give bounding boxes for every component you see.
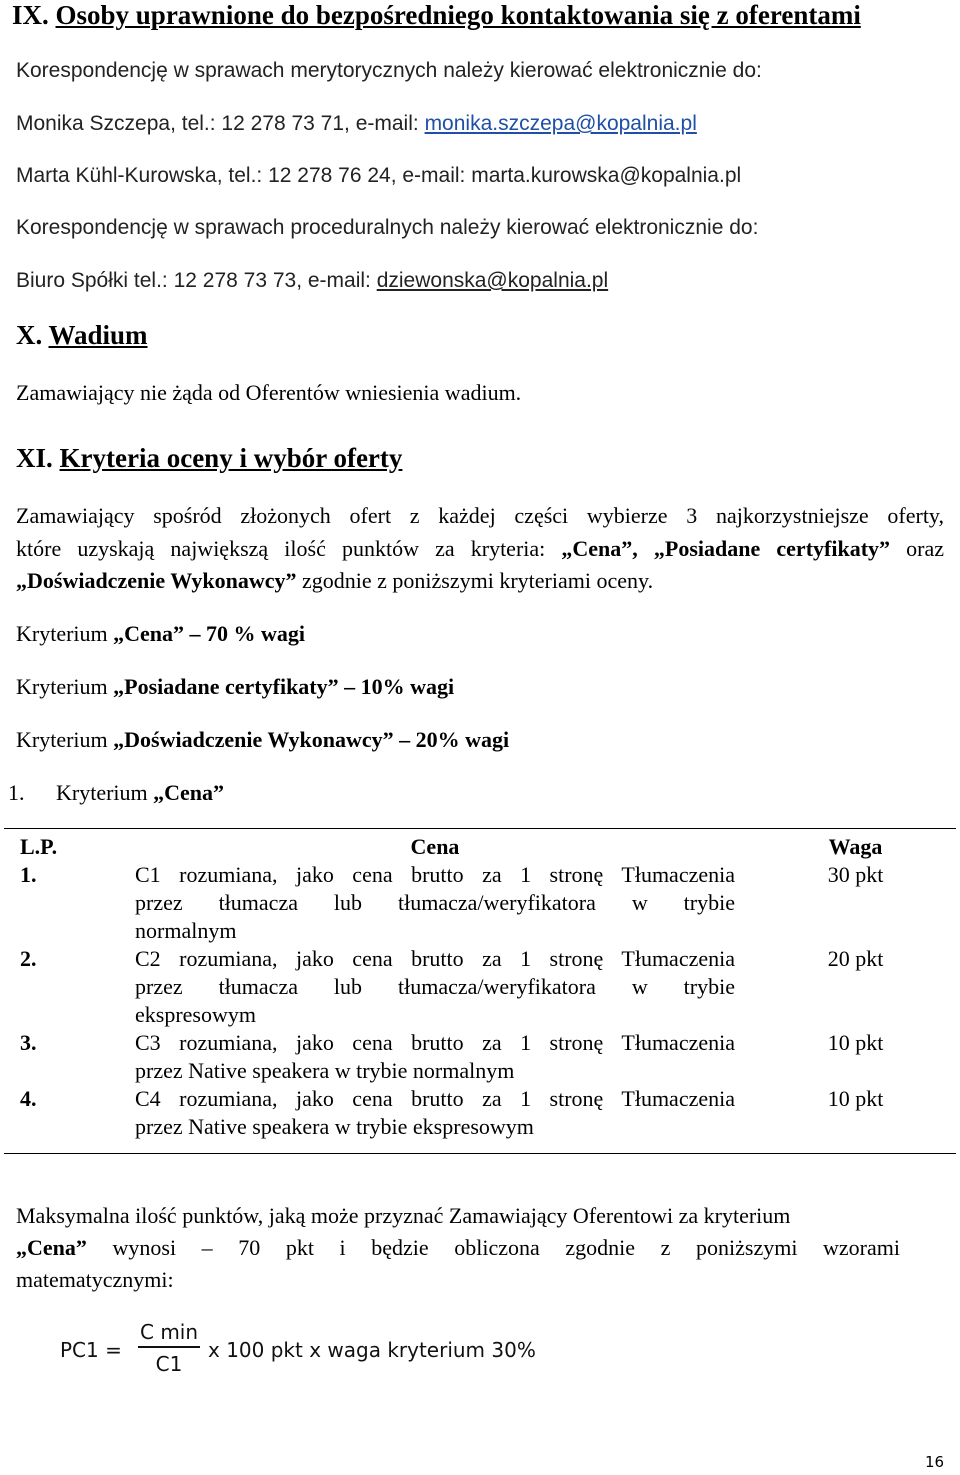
formula-numerator: C min [140, 1320, 199, 1344]
criterion-certyfikaty-label: „Posiadane certyfikaty” – 10% wagi [113, 674, 455, 699]
row-desc-line: ekspresowym [135, 1002, 256, 1027]
criterion-prefix: Kryterium [16, 674, 114, 699]
subsection-prefix: Kryterium [56, 780, 154, 805]
merit-intro: Korespondencję w sprawach merytorycznych należy kierować elektronicznie do: [16, 59, 762, 82]
section-x-heading [16, 320, 148, 351]
email-link-office[interactable]: dziewonska@kopalnia.pl [376, 269, 609, 292]
max-points-line1: Maksymalna ilość punktów, jaką może przyznać Zamawiający Oferentowi za kryterium [16, 1203, 791, 1228]
table-row [4, 861, 956, 945]
criterion-name-doswiadczenie: „Doświadczenie Wykonawcy” [16, 568, 297, 593]
table-row [4, 1029, 956, 1085]
criterion-name-cena: „Cena” [561, 536, 633, 561]
row-desc-line: C1 rozumiana, jako cena brutto za 1 stronę Tłumaczenia [135, 862, 735, 887]
criteria-oraz: oraz [890, 536, 945, 561]
formula-fraction [138, 1320, 200, 1376]
section-ix-title: Osoby uprawnione do bezpośredniego kontaktowania się z oferentami [55, 0, 861, 30]
contact-marta-text: Marta Kühl-Kurowska, tel.: 12 278 76 24, e-mail: [16, 164, 472, 187]
row-desc-line: przez tłumacza lub tłumacza/weryfikatora w trybie [135, 890, 735, 915]
header-waga: Waga [828, 834, 883, 859]
criterion-name-certyfikaty: „Posiadane certyfikaty” [653, 536, 891, 561]
row-waga: 30 pkt [827, 862, 884, 887]
wadium-text: Zamawiający nie żąda od Oferentów wniesienia wadium. [16, 380, 522, 405]
row-lp: 1. [20, 862, 37, 887]
row-waga: 10 pkt [827, 1030, 884, 1055]
formula-lhs: PC1 = [60, 1338, 122, 1362]
section-xi-title: Kryteria oceny i wybór oferty [59, 443, 403, 473]
criteria-para-line3-text: zgodnie z poniższymi kryteriami oceny. [296, 568, 654, 593]
contact-office [16, 269, 608, 293]
section-xi-number: XI. [16, 443, 53, 473]
header-cena: Cena [410, 834, 460, 859]
criterion-certyfikaty-weight [16, 674, 454, 700]
max-points-line2 [16, 1235, 900, 1261]
criteria-para-line2-text: które uzyskają największą ilość punktów za kryteria: [16, 536, 562, 561]
table-row [4, 1085, 956, 1154]
max-points-line3: matematycznymi: [16, 1267, 174, 1292]
row-desc-line: C4 rozumiana, jako cena brutto za 1 stronę Tłumaczenia [135, 1086, 735, 1111]
row-desc-line: C2 rozumiana, jako cena brutto za 1 stronę Tłumaczenia [135, 946, 735, 971]
subsection-cena-heading [8, 780, 224, 806]
email-marta[interactable]: marta.kurowska@kopalnia.pl [471, 164, 742, 187]
row-desc-line: przez Native speakera w trybie normalnym [135, 1058, 515, 1083]
procedural-intro: Korespondencję w sprawach proceduralnych należy kierować elektronicznie do: [16, 216, 759, 239]
cena-criteria-table [4, 828, 956, 1154]
criterion-doswiadczenie-label: „Doświadczenie Wykonawcy” – 20% wagi [113, 727, 510, 752]
row-desc-line: przez Native speakera w trybie ekspresowym [135, 1114, 534, 1139]
contact-office-text: Biuro Spółki tel.: 12 278 73 73, e-mail: [16, 269, 377, 292]
formula-rhs: x 100 pkt x waga kryterium 30% [208, 1338, 536, 1362]
table-row [4, 945, 956, 1029]
row-lp: 4. [20, 1086, 37, 1111]
row-desc-line: normalnym [135, 918, 237, 943]
criteria-para-line1: Zamawiający spośród złożonych ofert z każdej części wybierze 3 najkorzystniejsze oferty, [16, 503, 944, 528]
criterion-prefix: Kryterium [16, 727, 114, 752]
header-lp: L.P. [20, 834, 58, 859]
criterion-prefix: Kryterium [16, 621, 114, 646]
row-waga: 20 pkt [827, 946, 884, 971]
section-xi-heading [16, 443, 402, 474]
section-x-title: Wadium [48, 320, 148, 350]
table-header-row [4, 829, 956, 862]
formula-denominator: C1 [138, 1346, 200, 1376]
criteria-para-line2 [16, 536, 944, 562]
subsection-number: 1. [8, 780, 25, 805]
criteria-para-line3 [16, 568, 653, 594]
contact-monika [16, 112, 697, 136]
row-lp: 2. [20, 946, 37, 971]
section-ix-number: IX. [12, 0, 49, 30]
criteria-sep: , [632, 536, 654, 561]
section-ix-heading [12, 0, 861, 31]
max-points-criterion: „Cena” [16, 1235, 87, 1260]
section-x-number: X. [16, 320, 43, 350]
row-lp: 3. [20, 1030, 37, 1055]
email-link-monika[interactable]: monika.szczepa@kopalnia.pl [424, 112, 697, 135]
row-desc-line: C3 rozumiana, jako cena brutto za 1 stronę Tłumaczenia [135, 1030, 735, 1055]
subsection-name: „Cena” [153, 780, 225, 805]
criterion-cena-label: „Cena” – 70 % wagi [113, 621, 306, 646]
row-waga: 10 pkt [827, 1086, 884, 1111]
criterion-doswiadczenie-weight [16, 727, 509, 753]
max-points-line2-text: wynosi – 70 pkt i będzie obliczona zgodnie z poniższymi wzorami [86, 1235, 900, 1260]
contact-marta [16, 164, 741, 188]
row-desc-line: przez tłumacza lub tłumacza/weryfikatora w trybie [135, 974, 735, 999]
contact-monika-text: Monika Szczepa, tel.: 12 278 73 71, e-mail: [16, 112, 425, 135]
page-number: 16 [925, 1453, 945, 1471]
criterion-cena-weight [16, 621, 305, 647]
